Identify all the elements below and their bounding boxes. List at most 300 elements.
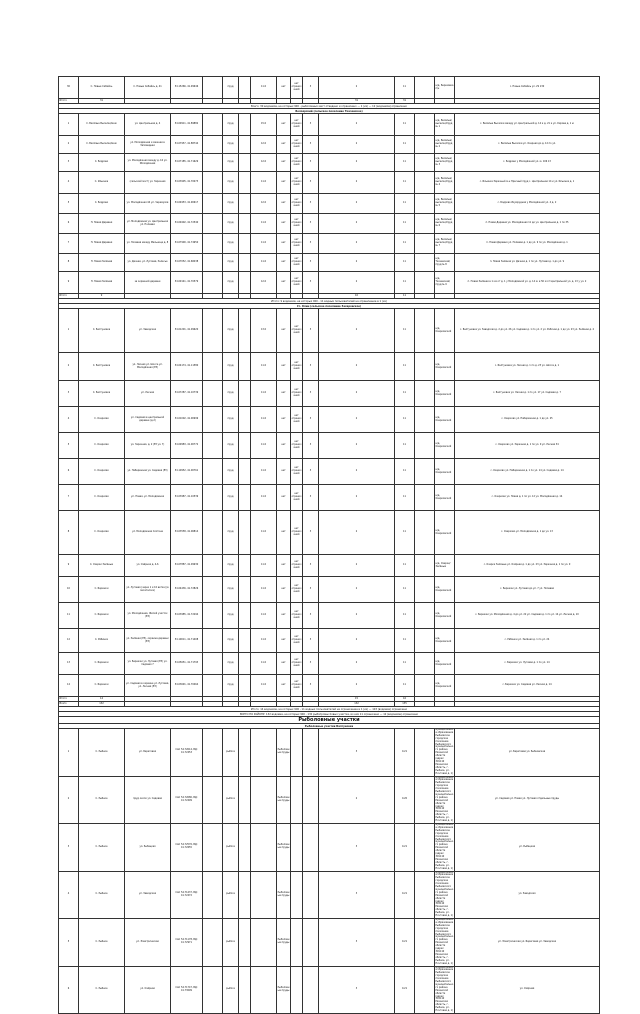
owner-cell: н/д. Весёлые/выселки/пруд № 2 (435, 136, 455, 154)
table-row (59, 871, 600, 919)
district-cell: С. Весёлые Выселки/меж (79, 136, 125, 154)
fishing-cell: нет ограничений (291, 555, 303, 577)
summary-line-text: Итого: 9 водоемов, на которых 900 - 11 водных пользователей на ограничение в 1 (из) (59, 299, 600, 304)
count-cell: 2 (319, 77, 395, 99)
blank-cell (203, 871, 223, 919)
count-cell: 3 (303, 172, 319, 194)
usage-cell: нет (277, 214, 291, 234)
note-cell: с. Озерково ул. Набережная д. 1 до ул. 25 (455, 407, 600, 433)
blank-cell (415, 309, 435, 353)
note-cell: п. Новая Деревня ул. Полевая д. 1 до ул. 9 по ул. Молодёжная д. 1 (455, 234, 600, 254)
fishing-cell: нет ограничений (291, 272, 303, 294)
owner-cell: н/д. Озерковский (435, 675, 455, 697)
table-row (59, 272, 600, 294)
count-cell: 2 (319, 555, 395, 577)
blank-cell (239, 77, 251, 99)
district-cell: С. Озерково (79, 407, 125, 433)
blank-cell (239, 407, 251, 433)
count-cell: 2 (319, 154, 395, 172)
count-cell: 3 (303, 511, 319, 555)
usage-cell: нет (277, 272, 291, 294)
area-cell: 11.0 (251, 675, 277, 697)
count-cell: 11 (395, 485, 415, 511)
note-cell: ул. Заводская (455, 871, 600, 919)
count-cell: 11 (395, 234, 415, 254)
type-cell: пруд (223, 653, 239, 675)
blank-cell (203, 353, 223, 381)
table-row (59, 154, 600, 172)
coords-cell: СШ: 54.72680, ВД: 41.72499 (171, 776, 203, 824)
section-heading-text: Рыболовные участки Балтуновка (59, 724, 600, 729)
coords-cell: 54.03985, 41.72294 (171, 603, 203, 629)
blank-cell (415, 77, 435, 99)
usage-cell: нет (277, 485, 291, 511)
usage-cell: нет (277, 555, 291, 577)
blank-cell (203, 272, 223, 294)
blank-cell (415, 966, 435, 1014)
count-cell: 3 (303, 234, 319, 254)
usage-cell: нет (277, 407, 291, 433)
area-cell: 12.0 (251, 154, 277, 172)
blank-cell (203, 776, 223, 824)
blank-cell (203, 629, 223, 653)
table-row (59, 353, 600, 381)
owner-cell: н/д. Озерковский (435, 577, 455, 603)
locality-cell: С. Новые Сибайкь д. 41 (125, 77, 171, 99)
type-cell: рыбхоз (223, 919, 239, 967)
fishing-cell (291, 919, 303, 967)
district-cell: С. Весёлые Выселки/меж (79, 114, 125, 136)
owner-cell: н/д. Весёлые/выселки/пруд № 6 (435, 214, 455, 234)
row-number: 2 (59, 353, 79, 381)
table-row (59, 485, 600, 511)
district-cell: С. Озерки Зелёные (79, 555, 125, 577)
locality-cell: ул. Молодёжная, Жилой участок (ЕЗ) (125, 603, 171, 629)
district-cell: С. Бодрово (79, 194, 125, 214)
row-number: 8 (59, 511, 79, 555)
area-cell: 11.0 (251, 407, 277, 433)
count-cell: 11 (395, 675, 415, 697)
count-cell: 11 (395, 214, 415, 234)
row-number: 6 (59, 214, 79, 234)
blank-cell (239, 776, 251, 824)
owner-cell: н/д. Озерковский (435, 459, 455, 485)
district-cell: С. Рябинки (79, 629, 125, 653)
table-row (59, 114, 600, 136)
coords-cell: 54.10952, 41.00761 (171, 459, 203, 485)
area-cell: 11.0 (251, 433, 277, 459)
fishing-cell (291, 871, 303, 919)
owner-cell: н/д. Озерковский (435, 381, 455, 407)
count-cell: 11 (395, 407, 415, 433)
blank-cell (415, 272, 435, 294)
usage-cell: нет (277, 154, 291, 172)
coords-cell: 54.07887, 41.09930 (171, 555, 203, 577)
blank-cell (239, 966, 251, 1014)
area-cell (251, 824, 277, 872)
row-number: 4 (59, 407, 79, 433)
fishing-cell (291, 966, 303, 1014)
coords-cell: 54.01201, 41.09620 (171, 309, 203, 353)
count-cell: 2 (319, 194, 395, 214)
coords-cell: 54.07957, 41.88744 (171, 136, 203, 154)
row-number: 7 (59, 485, 79, 511)
note-cell: с. Новые Сибайкь ул. 29 130 (455, 77, 600, 99)
count-cell: 0.21 (395, 966, 415, 1014)
blank-cell (415, 154, 435, 172)
usage-cell: Рыболовные пруды (277, 871, 291, 919)
owner-cell: муниципальное образование Рыбновское городское поселение Рыбновского муниципального района Рязанской области (адрес: 391110 Рязанская область, г. Рыбное, ул. Почтовая д. 1) (435, 776, 454, 823)
blank-cell (239, 675, 251, 697)
blank-cell (239, 485, 251, 511)
type-cell: пруд (223, 272, 239, 294)
table-row (59, 234, 600, 254)
note-cell: с. Бодрово Изумрудная у Молодёжной ул. 4 д. 2 (455, 194, 600, 214)
table-row (59, 214, 600, 234)
type-cell: пруд (223, 511, 239, 555)
coords-cell: 54.01002, 41.00999 (171, 407, 203, 433)
fishing-cell: нет ограничений (291, 254, 303, 272)
total-value: 11 (395, 294, 415, 299)
type-cell: рыбхоз (223, 966, 239, 1014)
note-cell: с. Весёлые Выселки между ул. Центральной д. 14 и д. 21 и ул. Кирова д. 1 ю (455, 114, 600, 136)
table-row (59, 824, 600, 872)
count-cell: 3 (303, 433, 319, 459)
district-cell: С. Рыбное (79, 919, 125, 967)
blank-cell (203, 459, 223, 485)
type-cell: пруд (223, 214, 239, 234)
coords-cell: СШ: 54.72576, ВД: 41.72655 (171, 824, 203, 872)
note-cell: с. Балтуновка ул. Лесная д. 1 по д. 23 ул. Шоссе д. 1 (455, 353, 600, 381)
count-cell: 2 (319, 381, 395, 407)
total-value: 14 (79, 697, 125, 702)
blank-cell (415, 433, 435, 459)
fishing-cell: нет ограничений (291, 629, 303, 653)
total-label: Итого (59, 294, 79, 299)
blank-cell (239, 629, 251, 653)
row-number: 30 (59, 77, 79, 99)
note-cell: с. Балтуновка ул. Лесная д. 1 по ул. 17 ул. Садовая д. 7 (455, 381, 600, 407)
locality-cell: ул. Береговая (125, 729, 171, 777)
usage-cell: нет (277, 603, 291, 629)
locality-cell: ул. Молодёжная 44 ул. Черемухов (125, 194, 171, 214)
table-row (59, 381, 600, 407)
summary-line-text: Итого: 14 водоемов, на которых 900 - 11 водных пользователей на ограничение в 1 (из) — 103 (водоема) ограничено (59, 707, 600, 712)
blank-cell (415, 729, 435, 777)
count-cell: 2 (319, 309, 395, 353)
district-cell: С. Рыбное (79, 824, 125, 872)
type-cell: пруд (223, 136, 239, 154)
blank-cell (415, 871, 435, 919)
count-cell: 11 (395, 154, 415, 172)
fishing-cell: нет ограничений (291, 459, 303, 485)
coords-cell: 54.03905, 41.70073 (171, 172, 203, 194)
owner-cell: н/д. Весёлые/выселки/пруд № 3 (435, 154, 455, 172)
usage-cell: нет (277, 194, 291, 214)
area-cell: 11.0 (251, 485, 277, 511)
row-number: 9 (59, 272, 79, 294)
count-cell: 2 (319, 214, 395, 234)
type-cell: пруд (223, 433, 239, 459)
blank-cell (415, 629, 435, 653)
count-cell: 0.21 (395, 919, 415, 967)
total-value: 15 (319, 697, 395, 702)
total-value: 135 (395, 702, 415, 707)
count-cell: 11 (395, 136, 415, 154)
count-cell: 11 (395, 114, 415, 136)
coords-cell: 54.07287, 41.10739 (171, 381, 203, 407)
count-cell: 2 (319, 234, 395, 254)
count-cell: 3 (303, 629, 319, 653)
blank-cell (203, 254, 223, 272)
coords-cell: 54.09911, 41.89882 (171, 114, 203, 136)
locality-cell: ул. Лесная ул. Шоссе ул. Молодёжная (ЕЗ) (125, 353, 171, 381)
usage-cell: нет (277, 353, 291, 381)
district-cell: С. Бережки (79, 675, 125, 697)
district-cell: С. Озерково (79, 459, 125, 485)
owner-cell: н/д. Весёлые/выселки/пруд № 1 (435, 114, 455, 136)
total-value: 9 (79, 294, 125, 299)
table-row (59, 172, 600, 194)
type-cell: рыбхоз (223, 776, 239, 824)
row-number: 3 (59, 154, 79, 172)
note-cell: с. Бережки ул. Луговая д. 1 по ул. 14 (455, 653, 600, 675)
count-cell: 3 (303, 675, 319, 697)
blank-cell (203, 675, 223, 697)
note-cell: с. Весёлые Выселки ул. Озерная до д. 12 по ул. (455, 136, 600, 154)
table-row (59, 309, 600, 353)
district-cell: С. Ильинка (79, 172, 125, 194)
count-cell: 2 (319, 172, 395, 194)
owner-cell: муниципальное образование Рыбновское городское поселение Рыбновского муниципального района Рязанской области (адрес: 391110 Рязанская область, г. Рыбное, ул. Почтовая д. 1) (435, 966, 454, 1013)
area-cell (251, 729, 277, 777)
locality-cell: ул. Садовая в окраине ул. Луговая, ул. Лесная (ЕЗ) (125, 675, 171, 697)
locality-cell: ул. Озёрная (125, 966, 171, 1014)
blank-cell (239, 433, 251, 459)
area-cell: 12.0 (251, 272, 277, 294)
note-cell: ул. Береговая ул. Рыбновская (455, 729, 600, 777)
type-cell: пруд (223, 459, 239, 485)
count-cell: 11 (395, 577, 415, 603)
count-cell: 3 (303, 136, 319, 154)
locality-cell: ул. Зелёная (ЕЗ), окраина деревни (ЕЗ) (125, 629, 171, 653)
district-cell: С. Балтуновка (79, 309, 125, 353)
district-cell: С. Балтуновка (79, 353, 125, 381)
district-cell: С. Бодрово (79, 154, 125, 172)
blank-cell (203, 154, 223, 172)
blank-cell (203, 603, 223, 629)
count-cell: 3 (303, 114, 319, 136)
document-page (58, 76, 599, 1014)
type-cell: пруд (223, 154, 239, 172)
count-cell: 2 (319, 459, 395, 485)
type-cell: пруд (223, 577, 239, 603)
row-number: 4 (59, 172, 79, 194)
summary-line-text: Всего: 30 водоемов, на которых 900 - рыболовных мест отведено и ограничено — 1 (из) — 12 (водоемов) ограничено (59, 104, 600, 109)
owner-cell: н/д. Озерки/Зелёные (435, 555, 455, 577)
note-cell: ул. Рыбацкая (455, 824, 600, 872)
table-row (59, 729, 600, 777)
owner-cell: муниципальное образование Рыбновское городское поселение Рыбновского муниципального района Рязанской области (адрес: 391110 Рязанская область, г. Рыбное, ул. Почтовая д. 1) (435, 871, 454, 918)
count-cell: 3 (319, 871, 395, 919)
count-cell: 2 (319, 433, 395, 459)
table-row (59, 459, 600, 485)
note-cell: с. Бережки ул. Луговая до ул. 7 ул. Полевая (455, 577, 600, 603)
row-number: 6 (59, 966, 79, 1014)
count-cell: 11 (395, 272, 415, 294)
row-number: 14 (59, 675, 79, 697)
area-cell: 13.0 (251, 309, 277, 353)
locality-cell: ул. Центральная д. 4 (125, 114, 171, 136)
coords-cell: 54.15266, 41.99646 (171, 77, 203, 99)
count-cell: 11 (395, 353, 415, 381)
owner-cell: н/д. Весёлые/выселки/пруд № 4 (435, 172, 455, 194)
type-cell: пруд (223, 114, 239, 136)
blank-cell (415, 603, 435, 629)
count-cell: 11 (395, 459, 415, 485)
district-cell: С. Озерково (79, 433, 125, 459)
note-cell: с. Бодрово у Молодёжной ул. м. 106 13 (455, 154, 600, 172)
district-cell: П. Новая Деревня (79, 214, 125, 234)
area-cell: 11.0 (251, 629, 277, 653)
table-row (59, 433, 600, 459)
type-cell: пруд (223, 254, 239, 272)
blank-cell (203, 194, 223, 214)
count-cell: 3 (303, 154, 319, 172)
count-cell: 2 (319, 511, 395, 555)
blank-cell (203, 407, 223, 433)
locality-cell: ул. Новая, ул. Молодёжная (125, 485, 171, 511)
row-number: 1 (59, 729, 79, 777)
total-label: Итого (59, 99, 79, 104)
district-cell: С. Балтуновка (79, 381, 125, 407)
count-cell: 3 (319, 919, 395, 967)
locality-cell: пруд около ул. Садовая (125, 776, 171, 824)
total-label: Всего (59, 702, 79, 707)
row-number: 1 (59, 309, 79, 353)
row-number: 11 (59, 603, 79, 629)
owner-cell: н/д. Озерковский (435, 433, 455, 459)
district-cell: С. Рыбное (79, 776, 125, 824)
count-cell: 3 (303, 603, 319, 629)
locality-cell: ул. Молодёжная ул. Центральная ул. Полевая (125, 214, 171, 234)
note-cell: с. Ильинка Заречный м-н Пресный пруд с. Центральная 14 и ул. Ильинка д. 1 (455, 172, 600, 194)
usage-cell: Рыболовные пруды (277, 966, 291, 1014)
blank-cell (415, 234, 435, 254)
count-cell: 2 (319, 776, 395, 824)
blank-cell (203, 136, 223, 154)
usage-cell: нет (277, 653, 291, 675)
blank-cell (415, 194, 435, 214)
count-cell: 11 (395, 194, 415, 214)
area-cell (251, 776, 277, 824)
usage-cell: нет (277, 577, 291, 603)
blank-cell (203, 555, 223, 577)
owner-cell: н/д. Весёлые/выселки/пруд № 5 (435, 194, 455, 214)
note-cell: п. Новая Зелёная в 1 км от д. 1 у Молодёжной ул. д. 14 м. в 50 м от Центральной ул. д. 13 у ул. 2 (455, 272, 600, 294)
usage-cell: нет (277, 172, 291, 194)
area-cell: 11.0 (251, 555, 277, 577)
type-cell: пруд (223, 309, 239, 353)
district-cell: С. Новые Сибайкь (79, 77, 125, 99)
locality-cell: ул. Дачная, ул. Луговая, Залесье (125, 254, 171, 272)
usage-cell: нет (277, 459, 291, 485)
table-row (59, 555, 600, 577)
fishing-cell (291, 824, 303, 872)
district-cell: С. Озерково (79, 511, 125, 555)
count-cell (303, 824, 319, 872)
district-cell: С. Бережки (79, 577, 125, 603)
row-number: 5 (59, 433, 79, 459)
table-row (59, 653, 600, 675)
total-label: Итого (59, 697, 79, 702)
count-cell: 0.21 (395, 824, 415, 872)
row-number: 8 (59, 254, 79, 272)
blank-cell (239, 603, 251, 629)
blank-cell (239, 194, 251, 214)
count-cell: 3 (303, 555, 319, 577)
note-cell: с. Озерково ул. Новая д. 1 по ул. 12 ул. Молодёжная д. 14 (455, 485, 600, 511)
blank-cell (239, 577, 251, 603)
count-cell: 0.21 (395, 729, 415, 777)
total-value: 132 (79, 702, 125, 707)
section-heading-text: Белоярский (сельское поселение Ткачевское) (59, 109, 600, 114)
blank-cell (415, 381, 435, 407)
count-cell (303, 919, 319, 967)
usage-cell: Рыболовные пруды (277, 919, 291, 967)
district-cell: С. Рыбное (79, 871, 125, 919)
blank-cell (239, 729, 251, 777)
count-cell: 11 (395, 653, 415, 675)
row-number: 10 (59, 577, 79, 603)
blank-cell (239, 114, 251, 136)
locality-cell: (сельский мост) ул. Заречная (125, 172, 171, 194)
locality-cell: ул. Набережная ул. Садовая (ЕЗ) (125, 459, 171, 485)
usage-cell: Рыболовные пруды (277, 824, 291, 872)
fishing-cell: нет ограничений (291, 511, 303, 555)
locality-cell: ул. Электрическая (125, 919, 171, 967)
area-cell: 12.0 (251, 136, 277, 154)
count-cell: 11 (395, 381, 415, 407)
type-cell: пруд (223, 485, 239, 511)
blank-cell (415, 555, 435, 577)
table-row (59, 407, 600, 433)
total-value: 31 (395, 99, 415, 104)
coords-cell: 54.09402, 41.72540 (171, 214, 203, 234)
blank-cell (415, 459, 435, 485)
row-number: 13 (59, 653, 79, 675)
fishing-cell (291, 729, 303, 777)
type-cell: пруд (223, 555, 239, 577)
blank-cell (203, 234, 223, 254)
fishing-cell: нет ограничений (291, 353, 303, 381)
blank-cell (239, 824, 251, 872)
owner-cell: н/д. Озерковский (435, 407, 455, 433)
usage-cell: нет (277, 381, 291, 407)
fishing-cell: нет ограничений (291, 172, 303, 194)
type-cell: пруд (223, 77, 239, 99)
section-title (59, 717, 600, 724)
section-heading-text: Ст. Клин (сельское поселение Захаровское) (59, 304, 600, 309)
area-cell: 11.0 (251, 511, 277, 555)
locality-cell: ул. Молодёжная между д. 16 ул. Молодёжная (125, 154, 171, 172)
blank-cell (203, 729, 223, 777)
coords-cell: 54.05651, 41.71793 (171, 653, 203, 675)
blank-cell (415, 214, 435, 234)
coords-cell: 54.03691, 41.70464 (171, 675, 203, 697)
district-cell: С. Бережки (79, 603, 125, 629)
section-title-text: Рыболовные участки (59, 717, 600, 724)
